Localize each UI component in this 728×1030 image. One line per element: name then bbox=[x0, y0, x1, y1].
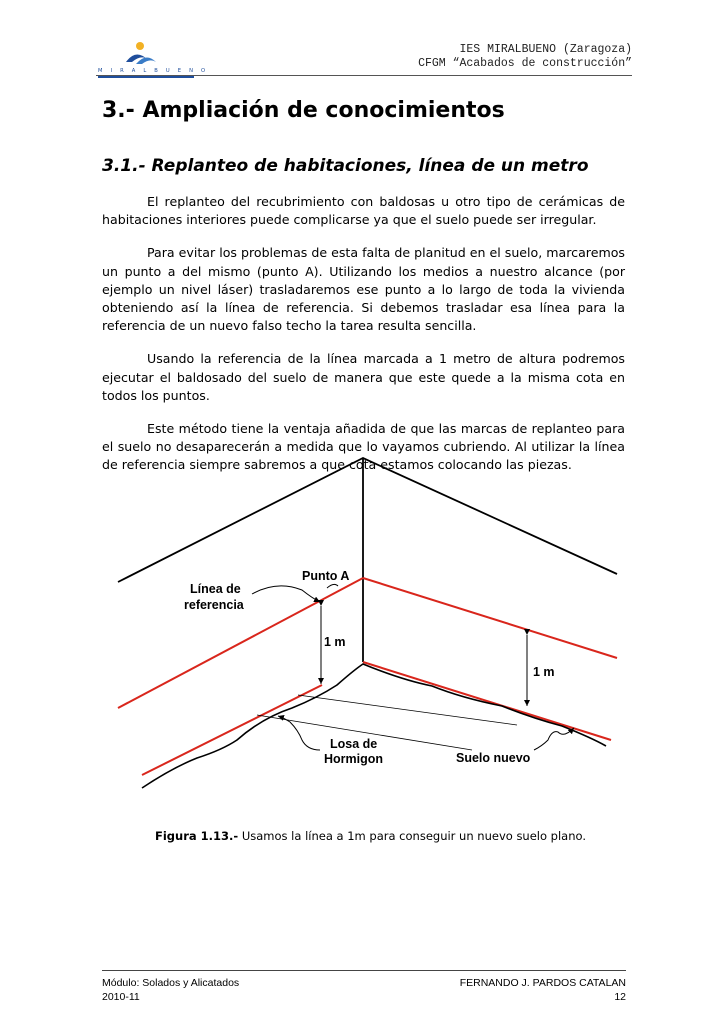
figure-caption bbox=[155, 829, 586, 843]
caption-label: Figura 1.13.- bbox=[155, 829, 239, 843]
label-losa-2: Hormigon bbox=[324, 752, 384, 766]
footer-author: FERNANDO J. PARDOS CATALAN bbox=[459, 977, 626, 989]
leader-losa bbox=[278, 716, 320, 750]
header-course: CFGM “Acabados de construcción” bbox=[418, 57, 632, 70]
reference-line-right bbox=[363, 578, 617, 658]
caption-text: Usamos la línea a 1m para conseguir un nuevo suelo plano. bbox=[238, 829, 587, 843]
paragraph: Usando la referencia de la línea marcada a 1 metro de altura podremos ejecutar el baldosado del suelo de manera que este quede a la misma cota en todos los puntos. bbox=[102, 351, 625, 403]
header-divider bbox=[96, 75, 632, 76]
school-logo bbox=[96, 40, 209, 80]
label-losa-1: Losa de bbox=[330, 737, 378, 751]
ceiling-line bbox=[118, 458, 617, 582]
label-1m-right: 1 m bbox=[533, 665, 555, 679]
new-floor-line-left bbox=[142, 685, 322, 775]
label-linea-ref-1: Línea de bbox=[190, 582, 241, 596]
logo-wordmark: M I R A L B U E N O bbox=[98, 68, 209, 74]
label-1m-left: 1 m bbox=[324, 635, 346, 649]
leader-suelo-nuevo bbox=[534, 728, 574, 750]
body-text bbox=[102, 193, 625, 490]
footer-module: Módulo: Solados y Alicatados bbox=[102, 977, 240, 989]
footer-year: 2010-11 bbox=[102, 991, 140, 1003]
page-header bbox=[418, 43, 632, 71]
paragraph: Este método tiene la ventaja añadida de que las marcas de replanteo para el suelo no desaparecerán a medida que lo vayamos cubriendo. Al utilizar la línea de referencia siempre sabremos a que cota estamos colocando las piezas. bbox=[102, 421, 625, 473]
section-title: 3.- Ampliación de conocimientos bbox=[102, 98, 505, 123]
leader-punto-a bbox=[327, 584, 338, 588]
footer-divider bbox=[102, 970, 626, 971]
label-suelo-nuevo: Suelo nuevo bbox=[456, 751, 531, 765]
reference-line-figure bbox=[102, 450, 625, 815]
footer-page-number: 12 bbox=[614, 991, 626, 1003]
paragraph: El replanteo del recubrimiento con baldosas u otro tipo de cerámicas de habitaciones interiores puede complicarse ya que el suelo puede ser irregular. bbox=[102, 194, 625, 228]
label-punto-a: Punto A bbox=[302, 569, 350, 583]
subsection-title: 3.1.- Replanteo de habitaciones, línea de un metro bbox=[102, 156, 589, 176]
paragraph: Para evitar los problemas de esta falta de planitud en el suelo, marcaremos un punto a del mismo (punto A). Utilizando los medios a nuestro alcance (por ejemplo un nivel láser) trasladaremos ese punto a lo largo de toda la vivienda obteniendo así la línea de referencia. Si debemos trasladar esa línea para la referencia de un nuevo falso techo la tarea resulta sencilla. bbox=[102, 245, 625, 334]
leader-linea-referencia bbox=[252, 586, 320, 602]
page-footer bbox=[102, 976, 626, 1004]
concrete-slab-line bbox=[142, 664, 606, 788]
header-school: IES MIRALBUENO (Zaragoza) bbox=[459, 43, 632, 56]
label-linea-ref-2: referencia bbox=[184, 598, 244, 612]
